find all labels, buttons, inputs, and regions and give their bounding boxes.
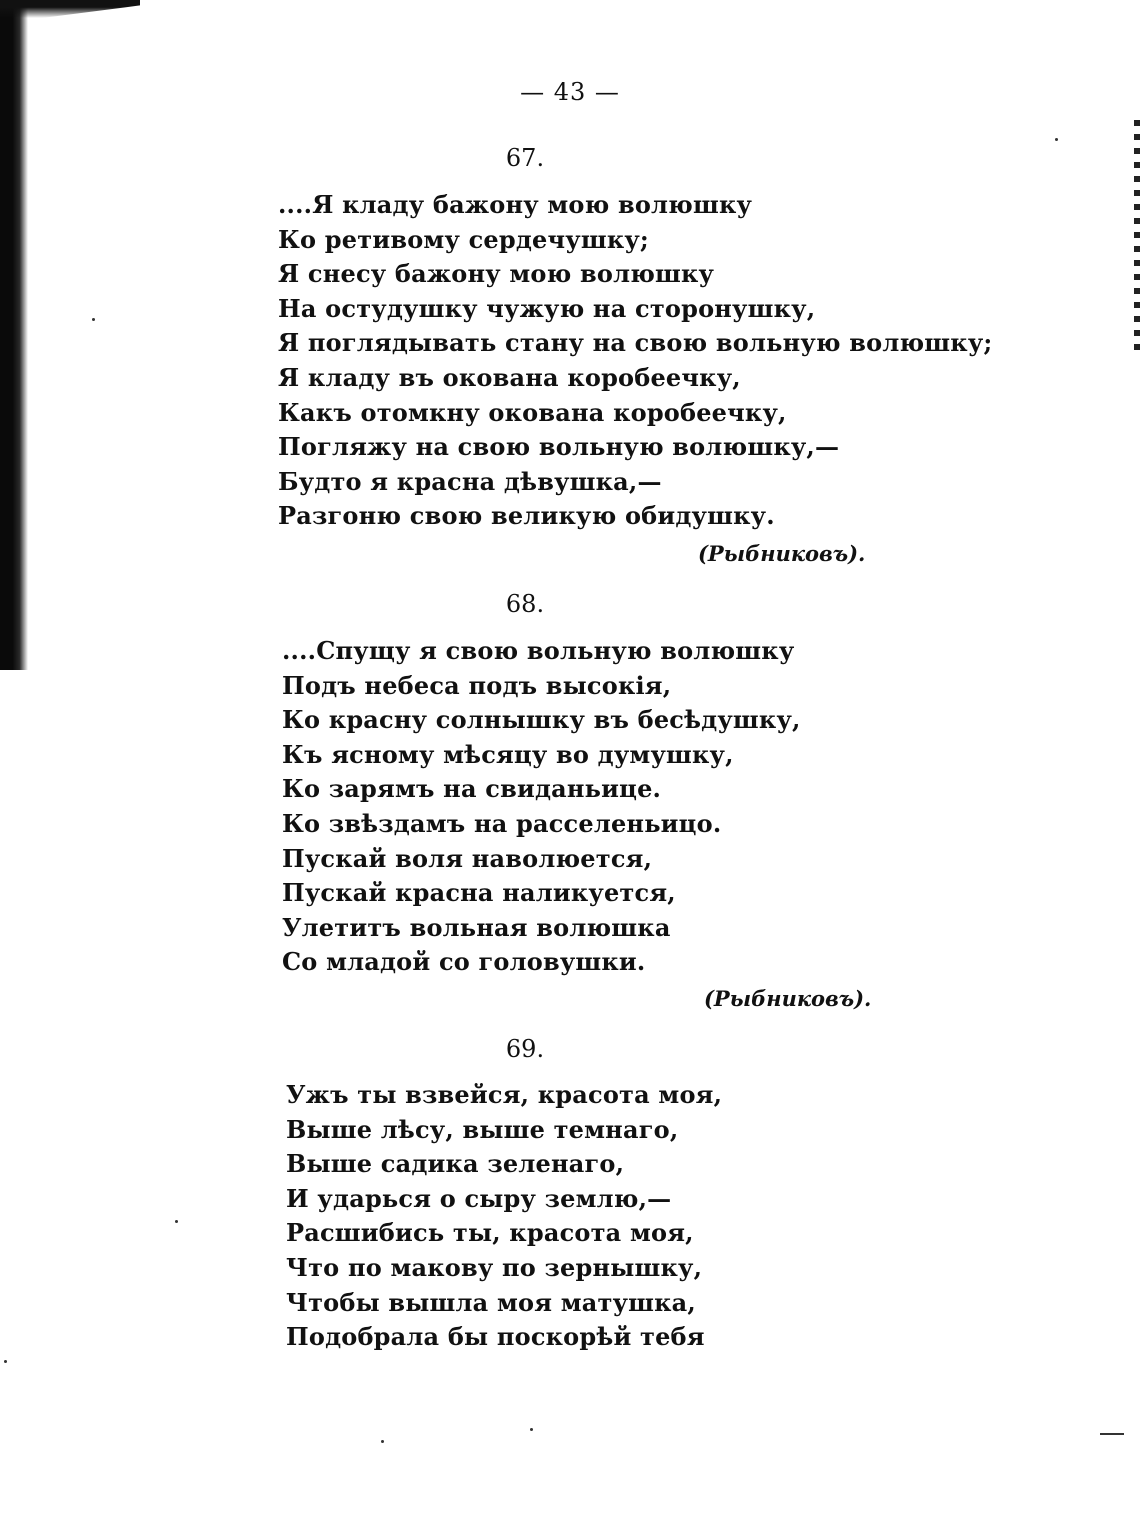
scan-speck xyxy=(530,1428,533,1431)
poem-line: Ко зарямъ на свиданьице. xyxy=(282,774,662,804)
poem-line: Чтобы вышла моя матушка, xyxy=(286,1287,696,1317)
poem-line: Расшибись ты, красота моя, xyxy=(286,1218,694,1248)
poem-line: Какъ отомкну окована коробеечку, xyxy=(278,397,787,427)
poem-line: На остудушку чужую на сторонушку, xyxy=(278,293,816,323)
poem-number: 69. xyxy=(505,1035,545,1063)
poem-number: 67. xyxy=(505,144,545,172)
poem-line: Выше садика зеленаго, xyxy=(286,1149,625,1179)
scan-speck xyxy=(1055,138,1058,141)
poem-line: Ко красну солнышку въ бесѣдушку, xyxy=(282,705,801,735)
poem-line: Со младой со головушки. xyxy=(282,947,646,977)
poem-line: Я поглядывать стану на свою вольную волюшку; xyxy=(278,328,993,358)
poem-line: Пускай красна наликуется, xyxy=(282,878,676,908)
poem-line: И ударься о сыру землю,— xyxy=(286,1183,672,1213)
poem-number: 68. xyxy=(505,590,545,618)
poem-69 xyxy=(286,1078,722,1355)
poem-attribution: (Рыбниковъ). xyxy=(698,541,866,566)
poem-line: Пускай воля наволюется, xyxy=(282,843,653,873)
poem-line: Выше лѣсу, выше темнаго, xyxy=(286,1114,679,1144)
scan-speck xyxy=(92,318,95,321)
poem-line: Подъ небеса подъ высокія, xyxy=(282,670,672,700)
poem-line: ....Я кладу бажону мою волюшку xyxy=(278,190,753,219)
poem-line: Разгоню свою великую обидушку. xyxy=(278,501,775,531)
scan-speck xyxy=(175,1220,178,1223)
poem-line: Улетитъ вольная волюшка xyxy=(282,912,671,942)
poem-line: Ко звѣздамъ на расселеньицо. xyxy=(282,808,722,838)
scan-edge-marks-right xyxy=(1134,120,1140,350)
poem-68 xyxy=(282,634,801,980)
poem-line: Я кладу въ окована коробеечку, xyxy=(278,362,741,392)
poem-line: Къ ясному мѣсяцу во думушку, xyxy=(282,739,734,769)
poem-line: Погляжу на свою вольную волюшку,— xyxy=(278,432,840,462)
poem-line: Подобрала бы поскорѣй тебя xyxy=(286,1322,705,1352)
page-number: — 43 — xyxy=(520,78,620,106)
poem-line: Будто я красна дѣвушка,— xyxy=(278,466,662,496)
scan-edge-shadow-top xyxy=(0,0,140,18)
poem-line: ....Спущу я свою вольную волюшку xyxy=(282,636,795,665)
poem-line: Ужъ ты взвейся, красота моя, xyxy=(286,1080,723,1109)
scan-speck xyxy=(1100,1433,1124,1435)
scan-speck xyxy=(381,1440,384,1443)
scan-speck xyxy=(4,1360,7,1363)
poem-attribution: (Рыбниковъ). xyxy=(704,986,872,1011)
poem-line: Я снесу бажону мою волюшку xyxy=(278,259,715,289)
poem-67 xyxy=(278,188,992,534)
poem-line: Ко ретивому сердечушку; xyxy=(278,224,649,254)
poem-line: Что по макову по зернышку, xyxy=(286,1252,703,1282)
